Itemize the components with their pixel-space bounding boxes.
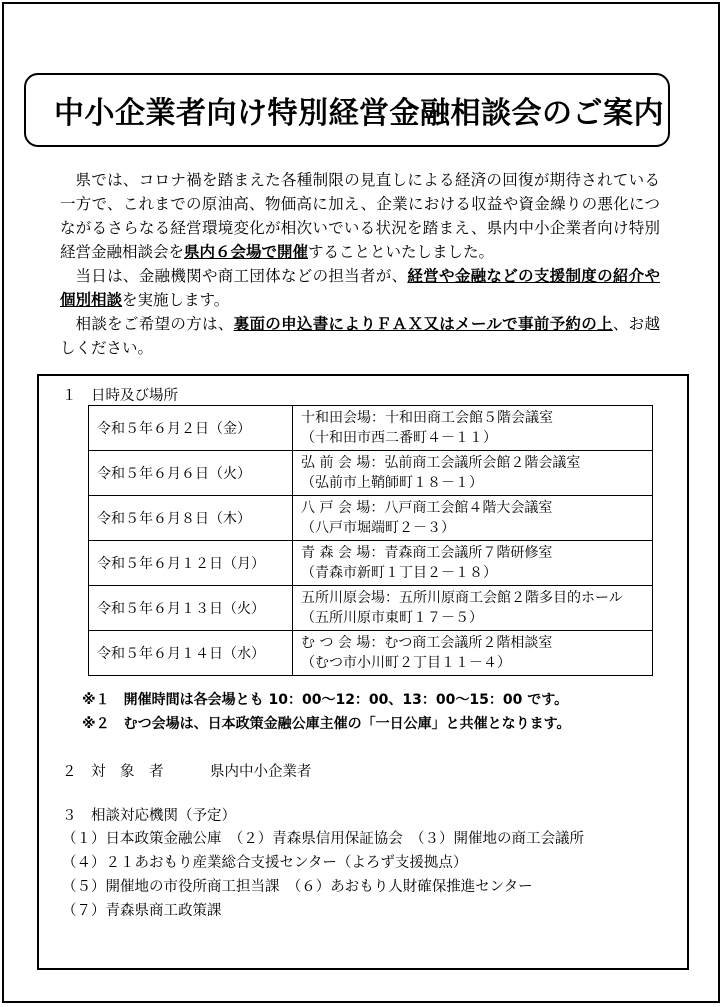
section2-heading: ２ 対 象 者	[62, 764, 164, 780]
table-row	[89, 631, 653, 676]
note-1: ※１ 開催時間は各会場とも 10：00～12：00、13：00～15：00 です。	[82, 692, 569, 708]
schedule-date: 令和５年６月２日（金）	[89, 406, 293, 451]
intro-text	[60, 168, 660, 360]
schedule-address: （八戸市堀端町２－３）	[301, 520, 455, 536]
schedule-venue-cell	[293, 406, 653, 451]
org-line-3: （５）開催地の市役所商工担当課 （６）あおもり人財確保推進センター	[62, 879, 533, 895]
intro-paragraph-3	[60, 312, 660, 360]
table-row	[89, 541, 653, 586]
schedule-date: 令和５年６月１４日（水）	[89, 631, 293, 676]
org-line-1: （１）日本政策金融公庫 （２）青森県信用保証協会 （３）開催地の商工会議所	[62, 831, 584, 847]
table-row	[89, 451, 653, 496]
table-row	[89, 586, 653, 631]
schedule-venue: 青 森 会 場：青森商工会議所７階研修室	[301, 545, 553, 561]
section2-value: 県内中小企業者	[210, 764, 312, 780]
schedule-date: 令和５年６月１３日（火）	[89, 586, 293, 631]
schedule-venue-cell	[293, 496, 653, 541]
schedule-venue-cell	[293, 631, 653, 676]
schedule-venue: む つ 会 場：むつ商工会議所２階相談室	[301, 635, 553, 651]
intro-p2-emphasis: 経営や金融などの支援制度の紹介や個別相談	[60, 267, 660, 309]
intro-p1-a: 県では、コロナ禍を踏まえた各種制限の見直しによる経済の回復が期待されている一方で、これまでの原油高、物価高に加え、企業における収益や資金繰りの悪化につながるさらなる経営環境変化が相次いでいる状況を踏まえ、県内中小企業者向け特別経営金融相談会を	[60, 171, 660, 261]
schedule-venue-cell	[293, 541, 653, 586]
intro-paragraph-2	[60, 264, 660, 312]
schedule-venue: 十和田会場：十和田商工会館５階会議室	[301, 410, 553, 426]
org-line-2: （４）２１あおもり産業総合支援センター（よろず支援拠点）	[62, 855, 468, 871]
intro-p1-c: することといたしました。	[308, 243, 495, 261]
schedule-table	[88, 405, 653, 676]
schedule-address: （むつ市小川町２丁目１１－４）	[301, 655, 511, 671]
schedule-date: 令和５年６月１２日（月）	[89, 541, 293, 586]
intro-p3-c: 、お越しください。	[60, 315, 660, 357]
schedule-venue-cell	[293, 586, 653, 631]
page-title: 中小企業者向け特別経営金融相談会のご案内	[54, 96, 664, 131]
intro-paragraph-1	[60, 168, 660, 264]
schedule-venue: 八 戸 会 場：八戸商工会館４階大会議室	[301, 500, 553, 516]
section1-heading: １ 日時及び場所	[62, 388, 178, 404]
intro-p2-c: を実施します。	[122, 291, 230, 309]
schedule-venue-cell	[293, 451, 653, 496]
schedule-address: （青森市新町１丁目２－１８）	[301, 565, 497, 581]
intro-p3-a: 相談をご希望の方は、	[75, 315, 234, 333]
schedule-date: 令和５年６月８日（木）	[89, 496, 293, 541]
org-line-4: （７）青森県商工政策課	[62, 903, 222, 919]
intro-p2-a: 当日は、金融機関や商工団体などの担当者が、	[75, 267, 408, 285]
schedule-address: （弘前市上鞘師町１８－１）	[301, 475, 483, 491]
schedule-venue: 五所川原会場：五所川原商工会館２階多目的ホール	[301, 590, 623, 606]
table-row	[89, 406, 653, 451]
intro-p3-emphasis: 裏面の申込書によりＦＡＸ又はメールで事前予約の上	[233, 315, 613, 333]
section3-heading: ３ 相談対応機関（予定）	[62, 808, 236, 824]
note-2: ※２ むつ会場は、日本政策金融公庫主催の「一日公庫」と共催となります。	[82, 716, 571, 732]
title-box	[24, 73, 670, 147]
schedule-address: （十和田市西二番町４－１１）	[301, 430, 497, 446]
intro-p1-emphasis: 県内６会場で開催	[184, 243, 309, 261]
schedule-venue: 弘 前 会 場：弘前商工会議所会館２階会議室	[301, 455, 581, 471]
schedule-address: （五所川原市東町１７－５）	[301, 610, 483, 626]
table-row	[89, 496, 653, 541]
schedule-date: 令和５年６月６日（火）	[89, 451, 293, 496]
